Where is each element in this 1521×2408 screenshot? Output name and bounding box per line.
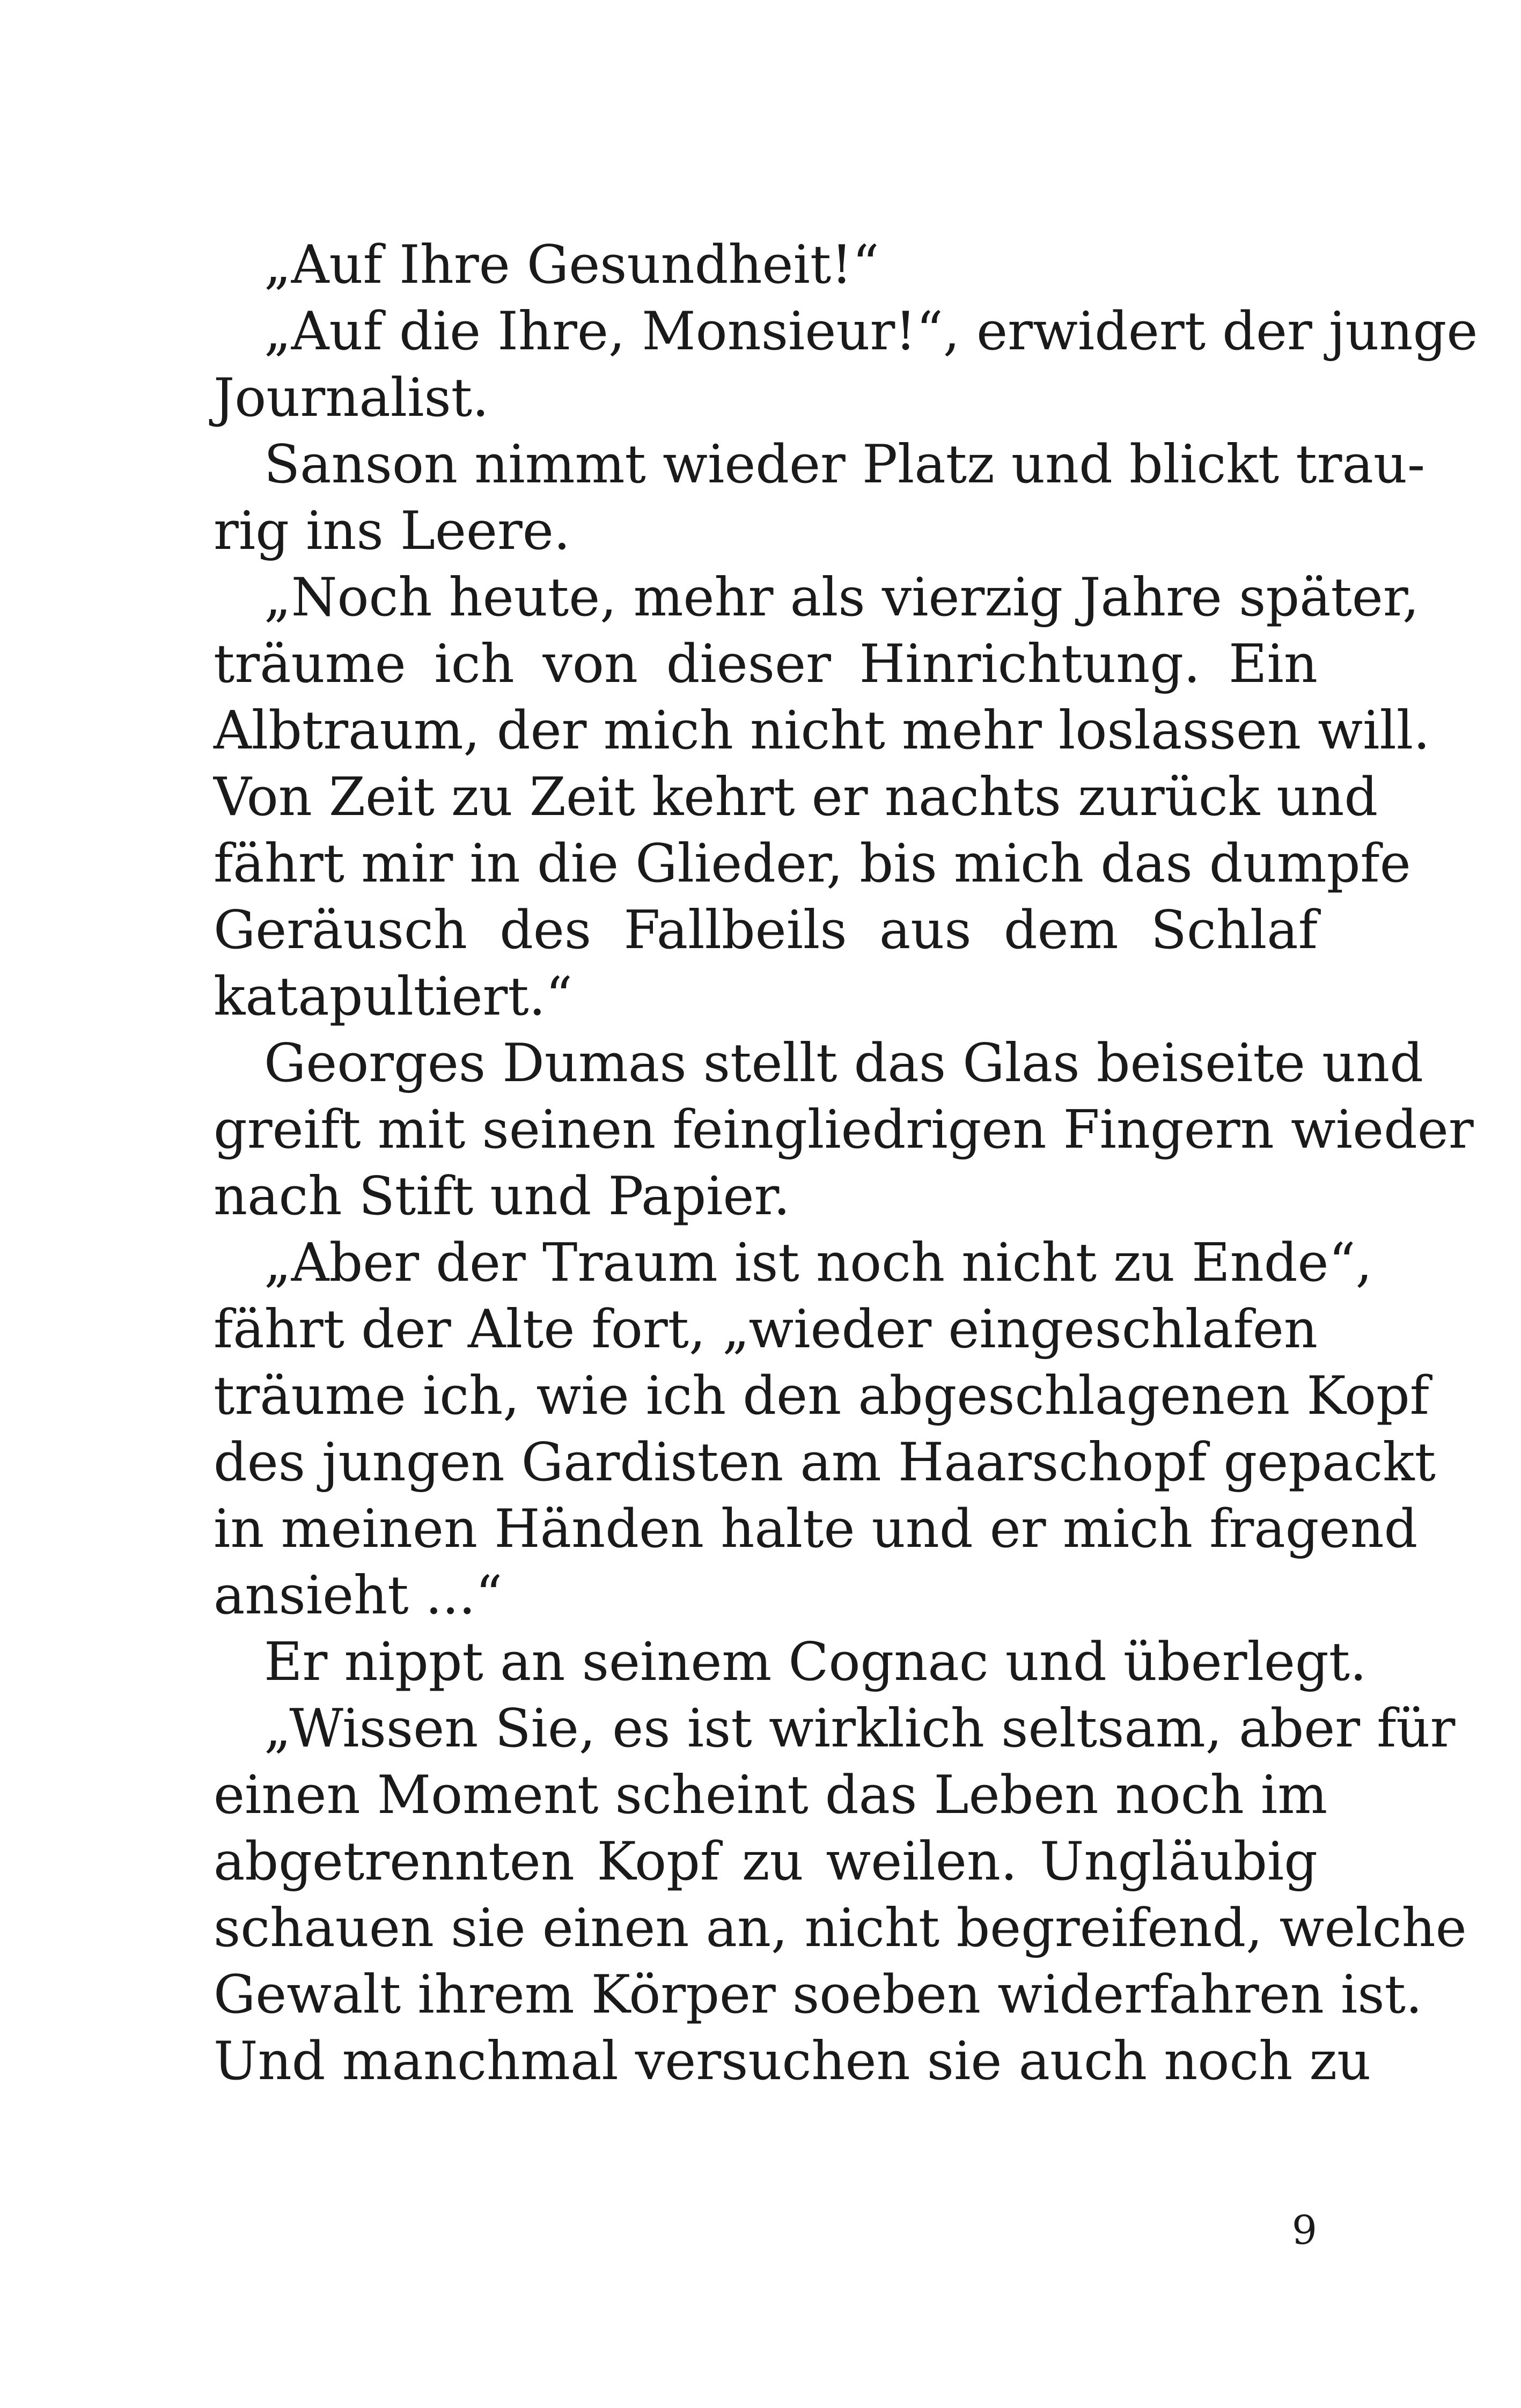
paragraph-4-line-3: Albtraum, der mich nicht mehr loslassen will.	[214, 700, 1430, 761]
paragraph-2-line-1: „Auf die Ihre, Monsieur!“, erwidert der junge	[264, 301, 1478, 362]
paragraph-1-line-1: „Auf Ihre Gesundheit!“	[264, 234, 879, 296]
paragraph-5-line-3: nach Stift und Papier.	[214, 1166, 790, 1227]
paragraph-6-line-6: ansieht ...“	[214, 1565, 503, 1626]
paragraph-4-line-2: träume ich von dieser Hinrichtung. Ein	[214, 634, 1318, 695]
paragraph-6-line-1: „Aber der Traum ist noch nicht zu Ende“,	[264, 1232, 1372, 1294]
paragraph-8-line-6: Und manchmal versuchen sie auch noch zu	[214, 2031, 1371, 2092]
paragraph-3-line-1: Sanson nimmt wieder Platz und blickt trau-	[264, 434, 1426, 495]
paragraph-8-line-5: Gewalt ihrem Körper soeben widerfahren ist.	[214, 1964, 1423, 2025]
paragraph-7-line-1: Er nippt an seinem Cognac und überlegt.	[264, 1632, 1367, 1693]
paragraph-5-line-2: greift mit seinen feingliedrigen Fingern wieder	[214, 1099, 1474, 1161]
paragraph-4-line-5: fährt mir in die Glieder, bis mich das dumpfe	[214, 833, 1411, 894]
text-body	[214, 232, 1478, 2095]
paragraph-8-line-2: einen Moment scheint das Leben noch im	[214, 1765, 1328, 1826]
paragraph-6-line-2: fährt der Alte fort, „wieder eingeschlafen	[214, 1299, 1318, 1360]
paragraph-2-line-2: Journalist.	[214, 368, 489, 429]
paragraph-6-line-4: des jungen Gardisten am Haarschopf gepackt	[214, 1432, 1436, 1493]
paragraph-3-line-2: rig ins Leere.	[214, 501, 571, 562]
paragraph-4-line-7: katapultiert.“	[214, 966, 573, 1027]
paragraph-8-line-1: „Wissen Sie, es ist wirklich seltsam, aber für	[264, 1698, 1456, 1759]
paragraph-4-line-6: Geräusch des Fallbeils aus dem Schlaf	[214, 900, 1318, 961]
paragraph-4-line-1: „Noch heute, mehr als vierzig Jahre später,	[264, 567, 1420, 628]
paragraph-4-line-4: Von Zeit zu Zeit kehrt er nachts zurück und	[214, 767, 1378, 828]
paragraph-8-line-4: schauen sie einen an, nicht begreifend, welche	[214, 1898, 1467, 1959]
paragraph-5-line-1: Georges Dumas stellt das Glas beiseite und	[264, 1033, 1423, 1094]
paragraph-6-line-3: träume ich, wie ich den abgeschlagenen Kopf	[214, 1365, 1430, 1427]
page-number: 9	[1291, 2207, 1317, 2253]
paragraph-8-line-3: abgetrennten Kopf zu weilen. Ungläubig	[214, 1831, 1318, 1892]
paragraph-6-line-5: in meinen Händen halte und er mich fragend	[214, 1499, 1418, 1560]
